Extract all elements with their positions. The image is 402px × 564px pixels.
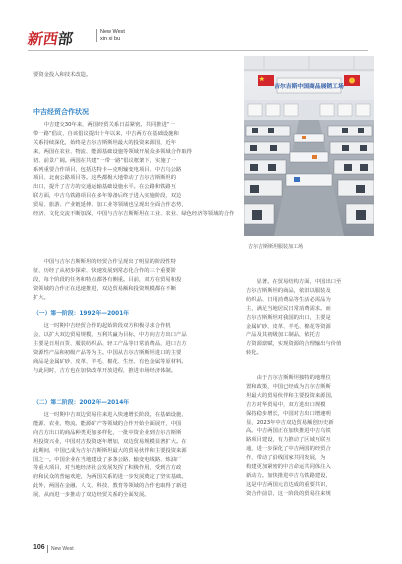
stage1-title: （一）第一阶段：1992年—2001年 — [33, 311, 130, 317]
stage2-line: 此外，两国在金融、人文、科技、教育等领域的合作也取得了新进 — [33, 483, 187, 490]
factory-sign-text: 吉尔吉斯中国商品展销工场 — [274, 84, 344, 90]
footer-magazine-name: New West — [51, 546, 74, 552]
stage2-line: 能源、农业、物流、能源矿产等领域的合作开始全面展开，中国 — [33, 420, 182, 427]
stage2-line: 这一时期中吉双边贸易往来进入快速增长阶段。在基础设施、 — [33, 412, 187, 418]
section-upper-line: 经济、文化交流不断加深，中国与吉尔吉斯斯坦在工业、农业、绿色经济等领域的合作 — [33, 211, 235, 218]
stage2-line: 向吉方出口的商品种类更加多样化，一批中资企业到吉尔吉斯斯 — [33, 429, 182, 436]
right-col-line: 显著。在贸易结构方面，中国出口至 — [246, 279, 342, 285]
logo-en-line-1: New West — [100, 29, 125, 35]
right-col-line: 纺织品、日用消费品等生活必需品为 — [246, 296, 331, 303]
stage2-line: 展，从而进一步推动了双边经贸关系的全面发展。 — [33, 492, 150, 499]
factory-photo-illustration — [244, 56, 374, 236]
stage2-line: 等重大项目，对当地经济社会发展发挥了积极作用，受到吉方政 — [33, 465, 182, 472]
right-col-line: 吉尔吉斯斯坦对我国的出口，主要是 — [246, 314, 331, 321]
right-col2-line: 新动力。加快推进中吉乌铁路建设， — [246, 472, 331, 479]
stage1-line: 会，以扩大双边贸易规模，互利共赢为目标，中方向吉方出口产品 — [33, 331, 187, 338]
right-col2-line: 高。中吉两国正在加快推进中吉乌铁 — [246, 428, 331, 435]
right-col-line: 方资源禀赋，实现资源的合理输出与价值 — [246, 341, 342, 348]
section-upper-line: 切、前景广阔。两国在共建“一带一路”倡议框架下，实施了一 — [33, 157, 177, 164]
right-col2-line: 这是中吉两国元首达成的重要共识， — [246, 481, 331, 488]
magazine-logo — [27, 28, 75, 49]
footer-divider — [47, 545, 48, 553]
right-col2-line: 保持稳步增长，中国对吉出口增速明 — [246, 410, 331, 417]
stage2-line: 此期间，中国已成为吉尔吉斯斯坦最大的贸易伙伴和主要投资来源 — [33, 447, 187, 454]
logo-red-part: 新西 — [26, 30, 60, 48]
right-col-line: 金属矿砂、皮革、羊毛、棉花等资源 — [246, 323, 331, 330]
intro-line: 要资金投入和技术改造。 — [33, 72, 92, 78]
right-col-line: 产品及其初级加工制品，依托吉 — [246, 332, 321, 339]
section-upper-line: 关系持续深化，始终是吉尔吉斯斯坦最大的投资来源国，近年 — [33, 139, 177, 146]
section-full-line: 征，历经了从初步探索、快速发展到常态化合作的三个重要阶 — [33, 267, 177, 274]
right-col2-line: 通，进一步深化了中吉两国的经贸合 — [246, 446, 331, 453]
right-col-line: 主，满足当地居民日常消费需求。而 — [246, 305, 331, 312]
section-paragraph-upper — [33, 121, 235, 219]
stage2-line: 国之一。中国企业在当地建设了多条公路、输变电线路、炼油厂 — [33, 456, 182, 463]
right-col2-line: 路项目建设，有力推动了区域互联互 — [246, 437, 331, 444]
stage1-paragraph — [33, 322, 233, 375]
right-col2-line: 作，带动了沿线国家共同发展，为 — [246, 455, 326, 462]
right-col2-line: 由于吉尔吉斯斯坦独特的地理位 — [246, 375, 331, 381]
right-col-line: 吉尔吉斯斯坦的商品，依旧以服装及 — [246, 287, 331, 294]
page-header — [0, 0, 402, 62]
photo-caption: 吉尔吉斯斯坦服装加工场 — [248, 244, 304, 250]
header-rule — [28, 50, 368, 51]
stage2-title: （二）第二阶段：2002年—2014年 — [33, 400, 130, 406]
stage2-line: 坦投资兴业，中国对吉投资逐年增加，双边贸易规模显著扩大。在 — [33, 438, 187, 445]
stage1-line: 资源性产品和初级产品等为主。中国从吉尔吉斯斯坦进口的主要 — [33, 349, 182, 356]
factory-photo — [244, 56, 374, 236]
right-col2-line: 坦最大的贸易伙伴和主要投资来源国， — [246, 392, 337, 399]
section-full-line: 扩大。 — [33, 294, 49, 301]
intro-paragraph — [33, 71, 233, 80]
stage1-line: 这一时期中吉经贸合作的起始阶段双方积极寻求合作机 — [33, 323, 171, 329]
section-upper-line: 中吉建交30年来，两国经贸关系日益紧密。共同推进“一 — [33, 122, 175, 128]
right-col2-line: 吉方对华贸易中，双方进出口规模 — [246, 401, 326, 408]
section-full-line: 段，每个阶段的任务和特点都各有侧重。目前，双方在贸易和投 — [33, 276, 182, 283]
right-col2-line: 资合作前景，这一阶段的贸易往来规 — [246, 490, 331, 497]
stage2-line: 府和民众的普遍欢迎，为两国关系的进一步发展奠定了坚实基础。 — [33, 474, 187, 481]
right-col-line: 转化。 — [246, 350, 262, 357]
right-col2-line: 显，2023年中吉双边贸易额创历史新 — [246, 419, 334, 426]
stage2-paragraph — [33, 411, 233, 500]
right-col2-line: 构建更加紧密的中吉命运共同体注入 — [246, 464, 331, 471]
section-upper-line: 系列重要合作项目，包括达特卡—克明输变电项目、中吉乌公路 — [33, 166, 182, 173]
right-column-paragraph-2 — [246, 374, 370, 499]
section-upper-line: 来，两国在农业、物流、能源基础设施等领域开展众多领域合作取得 — [33, 148, 192, 155]
section-upper-line: 项目、北南公路项目等。这些都极大地带动了吉尔吉斯斯坦的 — [33, 175, 177, 182]
section-upper-line: 带一路”倡议，自该倡议提出十年以来，中吉两方在基础设施和 — [33, 130, 179, 137]
stage1-line: 商品是金属矿砂、皮革、羊毛、棉花、生丝、有色金属等原材料。 — [33, 358, 187, 365]
logo-en-line-2: xin xi bu — [100, 35, 121, 42]
section-title: 中吉经贸合作状况 — [33, 108, 89, 116]
right-col2-line: 置和政策，中国已经成为吉尔吉斯斯 — [246, 383, 331, 390]
section-upper-line: 联方面，中吉乌铁路项目在多年筹备后终于进入实施阶段，双边 — [33, 193, 182, 200]
section-full-line: 资领域的合作正在迅速推进，双边贸易额和投资规模都在不断 — [33, 285, 177, 292]
page-number: 106 — [33, 544, 45, 551]
stage1-line: 与此同时，吉方也在加快改革开放进程，推进市场经济体制。 — [33, 367, 177, 374]
section-upper-line: 出口，提升了吉方的交通运输基础设施水平。在公路和铁路互 — [33, 184, 177, 191]
stage1-line: 主要是日用百货、服装纺织品、轻工产品等日常消费品，进口吉方 — [33, 340, 187, 347]
logo-english — [96, 29, 125, 42]
logo-black-part: 部 — [56, 30, 75, 48]
right-column-paragraph-1 — [246, 278, 370, 358]
section-upper-line: 贸易、旅游、产业链延伸、加工业等领域也呈现出全面合作态势， — [33, 202, 187, 209]
section-full-line: 中国与吉尔吉斯斯坦的经贸合作呈现出了明显的阶段性特 — [33, 259, 177, 265]
section-paragraph-stages-intro — [33, 258, 233, 303]
